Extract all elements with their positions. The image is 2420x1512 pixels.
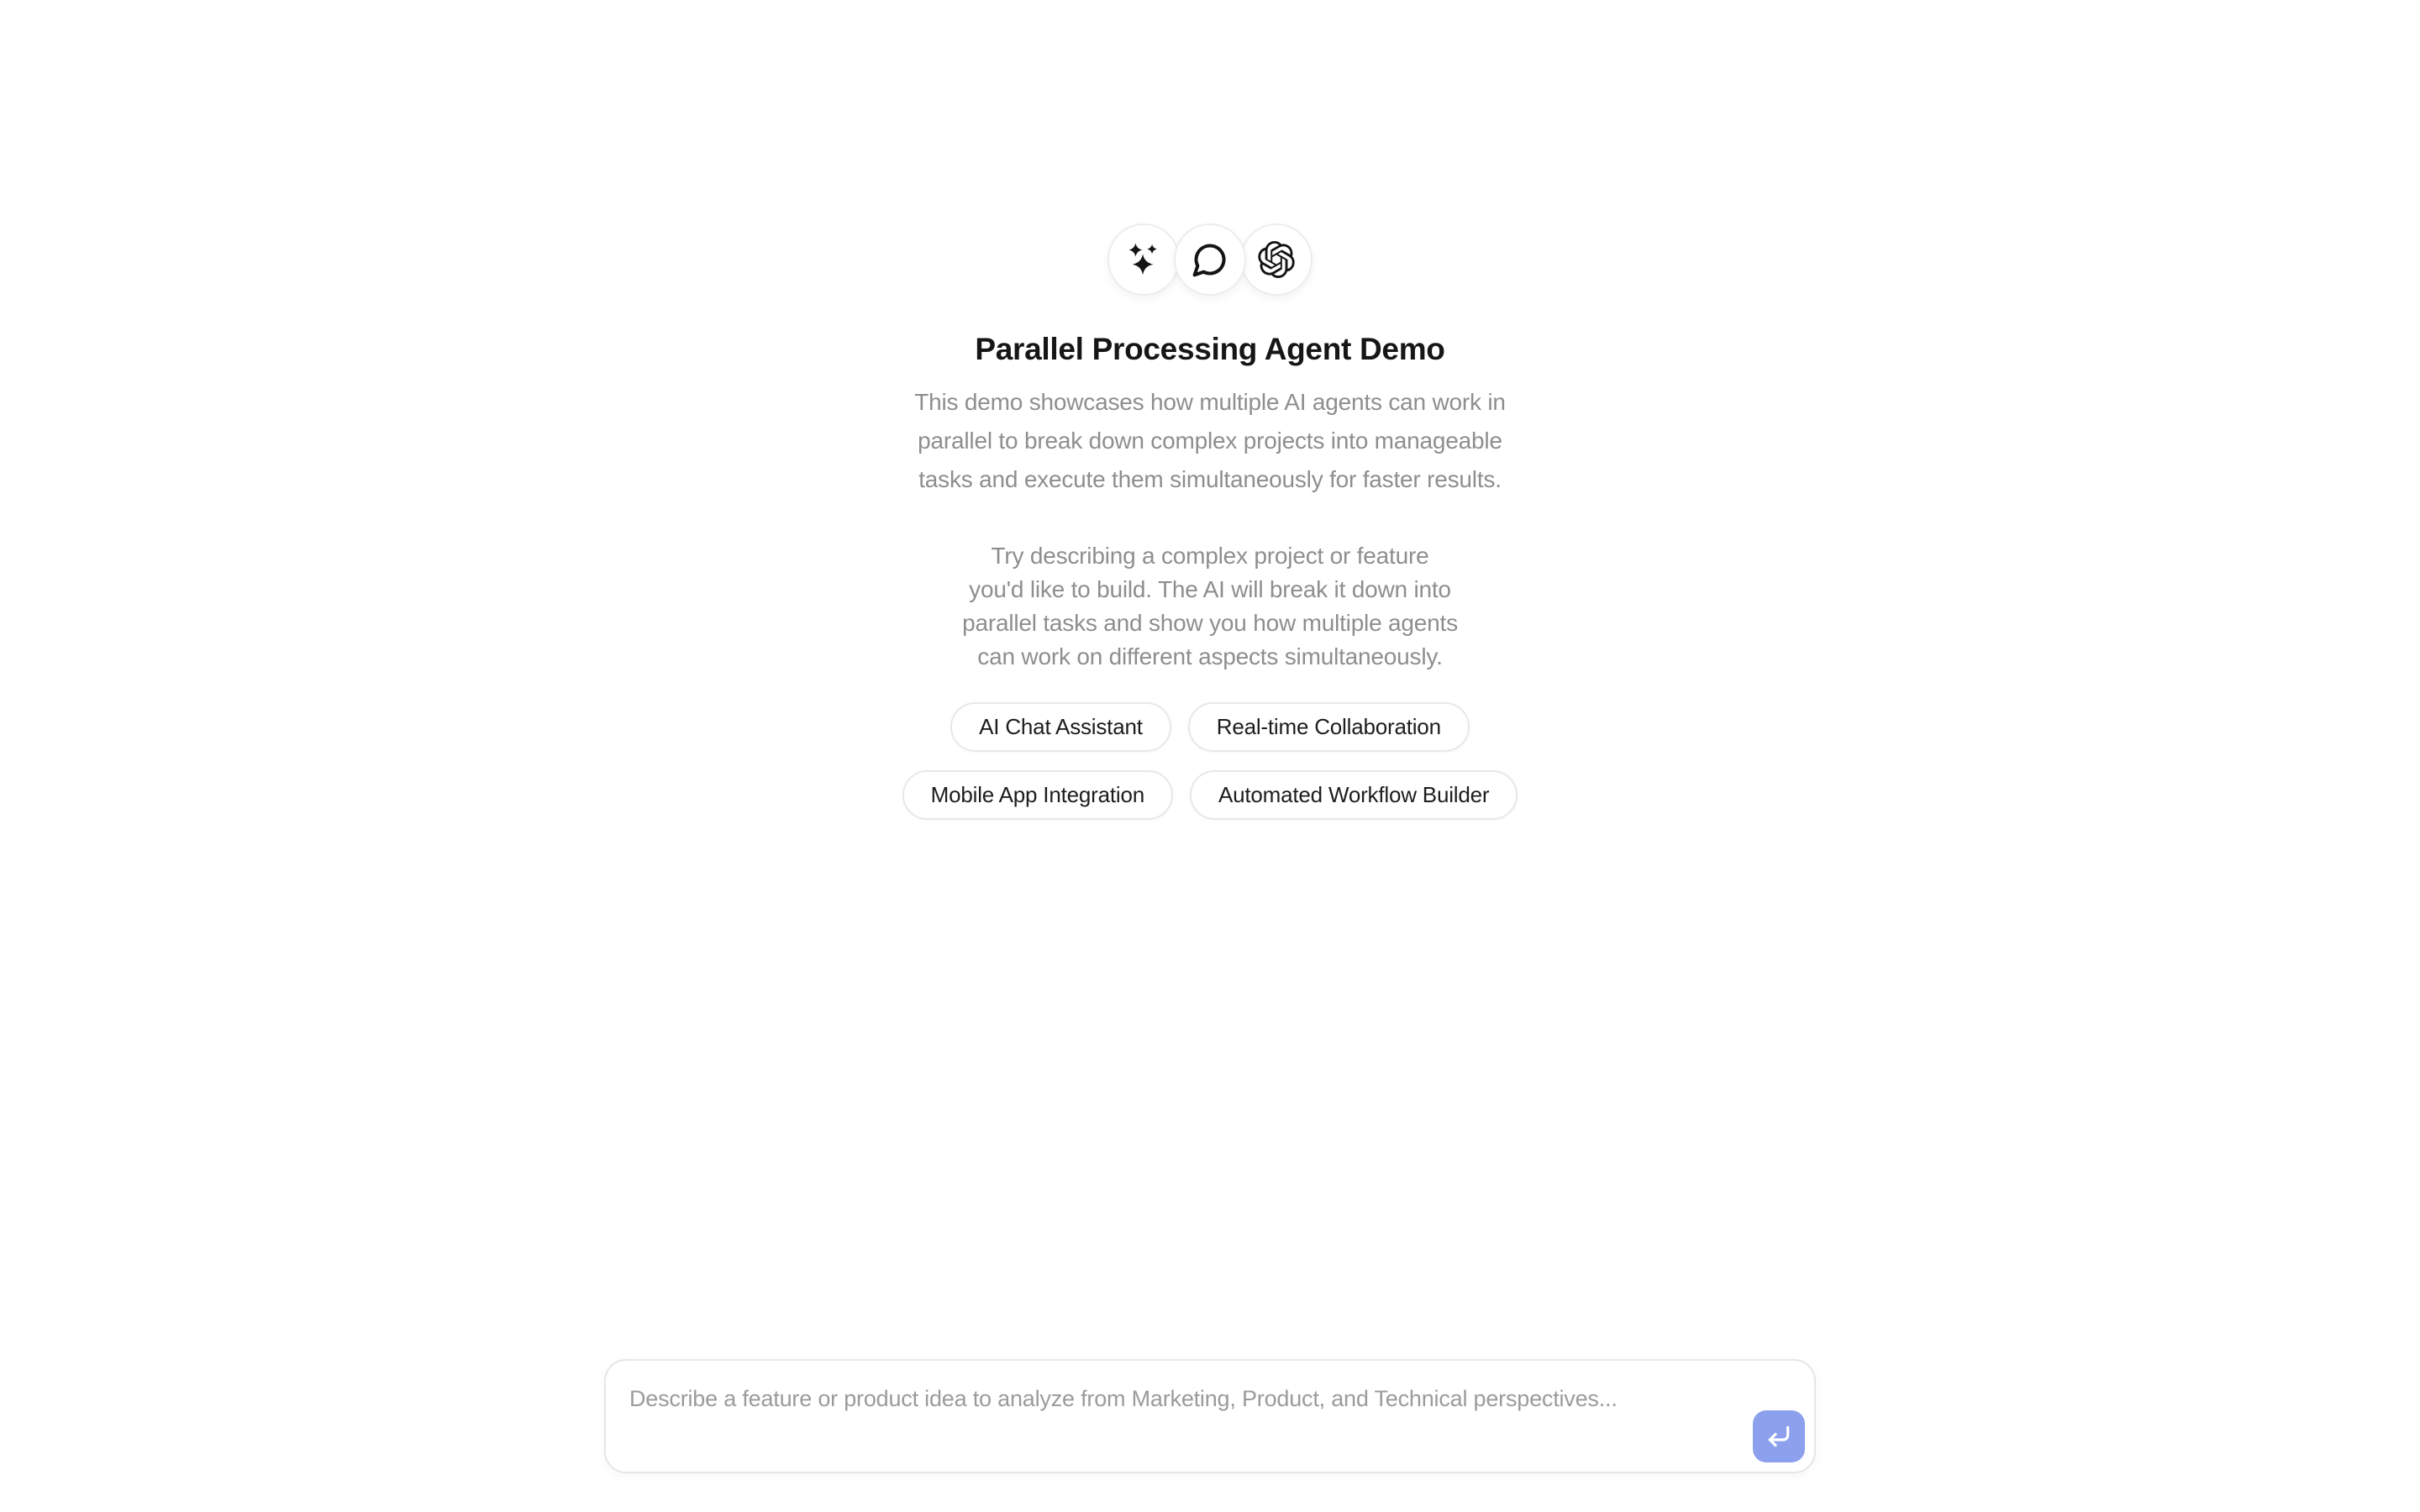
- suggestion-pill[interactable]: AI Chat Assistant: [950, 702, 1171, 752]
- try-hint: [962, 539, 1458, 674]
- chat-bubble-icon: [1174, 223, 1246, 296]
- openai-logo-icon: [1240, 223, 1313, 296]
- suggestion-pill[interactable]: Automated Workflow Builder: [1190, 770, 1518, 820]
- suggestion-pill[interactable]: Real-time Collaboration: [1188, 702, 1470, 752]
- demo-description: [914, 383, 1506, 499]
- return-enter-icon: [1765, 1423, 1792, 1450]
- sparkles-icon: [1107, 223, 1180, 296]
- send-button[interactable]: [1753, 1410, 1805, 1462]
- hint-line: can work on different aspects simultaneously.: [977, 643, 1443, 669]
- hint-line: Try describing a complex project or feature: [991, 543, 1429, 569]
- page-title: Parallel Processing Agent Demo: [975, 332, 1445, 366]
- composer: [604, 1359, 1816, 1473]
- hint-line: you'd like to build. The AI will break it down into: [969, 576, 1451, 602]
- hint-line: parallel tasks and show you how multiple agents: [962, 610, 1458, 636]
- suggestion-pills: [861, 702, 1559, 820]
- prompt-input[interactable]: [604, 1359, 1816, 1473]
- description-line: This demo showcases how multiple AI agents can work in: [914, 389, 1506, 415]
- description-line: tasks and execute them simultaneously for faster results.: [918, 466, 1502, 492]
- agent-icons-row: [1107, 223, 1313, 296]
- description-line: parallel to break down complex projects into manageable: [918, 428, 1502, 454]
- suggestion-pill[interactable]: Mobile App Integration: [902, 770, 1173, 820]
